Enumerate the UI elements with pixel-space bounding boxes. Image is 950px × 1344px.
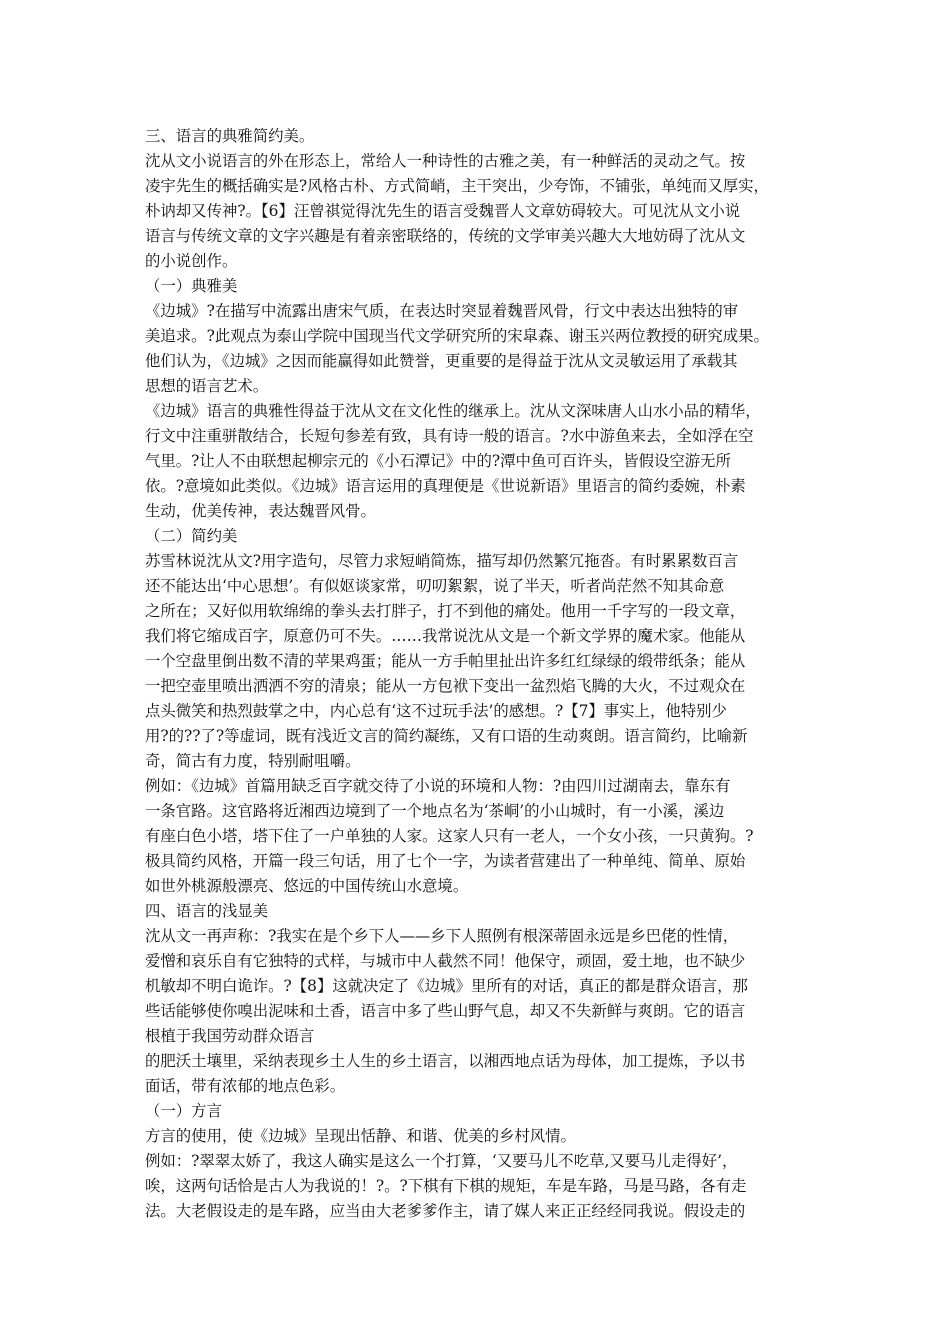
paragraph-line: 生动，优美传神，表达魏晋风骨。 — [145, 502, 376, 520]
paragraph-line: 朴讷却又传神?。【6】汪曾祺觉得沈先生的语言受魏晋人文章妨碍较大。可见沈从文小说 — [145, 202, 741, 220]
paragraph-line: 唉，这两句话恰是古人为我说的！?。?下棋有下棋的规矩，车是车路，马是马路，各有走 — [145, 1177, 747, 1195]
paragraph-line: 的小说创作。 — [145, 252, 238, 270]
paragraph-line: 沈从文小说语言的外在形态上，常给人一种诗性的古雅之美，有一种鲜活的灵动之气。按 — [145, 152, 746, 170]
paragraph-line: 苏雪林说沈从文?用字造句，尽管力求短峭简炼，描写却仍然繁冗拖沓。有时累累数百言 — [145, 552, 739, 570]
paragraph-line: 用?的??了?等虚词，既有浅近文言的简约凝练，又有口语的生动爽朗。语言简约，比喻新 — [145, 727, 748, 745]
paragraph-line: 些话能够使你嗅出泥味和土香，语言中多了些山野气息，却又不失新鲜与爽朗。它的语言 — [145, 1002, 746, 1020]
paragraph-line: 机敏却不明白诡诈。?【8】这就决定了《边城》里所有的对话，真正的都是群众语言，那 — [145, 977, 748, 995]
paragraph-line: 奇，简古有力度，特别耐咀嚼。 — [145, 752, 361, 770]
paragraph-line: 一个空盘里倒出数不清的苹果鸡蛋；能从一方手帕里扯出许多红红绿绿的缎带纸条；能从 — [145, 652, 746, 670]
paragraph-line: 有座白色小塔，塔下住了一户单独的人家。这家人只有一老人，一个女小孩，一只黄狗。? — [145, 827, 754, 845]
paragraph-line: 根植于我国劳动群众语言 — [145, 1027, 315, 1045]
subheading-elegance: （一）典雅美 — [145, 277, 238, 295]
paragraph-line: 例如：《边城》首篇用缺乏百字就交待了小说的环境和人物：?由四川过湖南去，靠东有 — [145, 777, 731, 795]
paragraph-line: 《边城》?在描写中流露出唐宋气质，在表达时突显着魏晋风骨，行文中表达出独特的审 — [145, 302, 739, 320]
paragraph-line: 依。?意境如此类似。《边城》语言运用的真理便是《世说新语》里语言的简约委婉，朴素 — [145, 477, 746, 495]
document-page — [145, 124, 811, 1224]
paragraph-line: 气里。?让人不由联想起柳宗元的《小石潭记》中的?潭中鱼可百许头，皆假设空游无所 — [145, 452, 731, 470]
paragraph-line: 行文中注重骈散结合，长短句参差有致，具有诗一般的语言。?水中游鱼来去，全如浮在空 — [145, 427, 754, 445]
paragraph-line: 我们将它缩成百字，原意仍可不失。……我常说沈从文是一个新文学界的魔术家。他能从 — [145, 627, 746, 645]
paragraph-line: 方言的使用，使《边城》呈现出恬静、和谐、优美的乡村风情。 — [145, 1127, 576, 1145]
paragraph-line: 他们认为，《边城》之因而能赢得如此赞誉，更重要的是得益于沈从文灵敏运用了承载其 — [145, 352, 738, 370]
paragraph-line: 语言与传统文章的文字兴趣是有着亲密联络的，传统的文学审美兴趣大大地妨碍了沈从文 — [145, 227, 746, 245]
paragraph-line: 思想的语言艺术。 — [145, 377, 269, 395]
paragraph-line: 的肥沃土壤里，采纳表现乡土人生的乡土语言，以湘西地点话为母体，加工提炼，予以书 — [145, 1052, 746, 1070]
paragraph-line: 还不能达出‘中心思想’。有似妪谈家常，叨叨絮絮，说了半天，听者尚茫然不知其命意 — [145, 577, 725, 595]
heading-section-4: 四、语言的浅显美 — [145, 902, 269, 920]
paragraph-line: 法。大老假设走的是车路，应当由大老爹爹作主，请了媒人来正正经经同我说。假设走的 — [145, 1202, 746, 1220]
paragraph-line: 一把空壶里喷出洒洒不穷的清泉；能从一方包袱下变出一盆烈焰飞腾的大火，不过观众在 — [145, 677, 746, 695]
paragraph-line: 一条官路。这官路将近湘西边境到了一个地点名为‘茶峒’的小山城时，有一小溪，溪边 — [145, 802, 725, 820]
paragraph-line: 美追求。?此观点为泰山学院中国现当代文学研究所的宋皐森、谢玉兴两位教授的研究成果。 — [145, 327, 769, 345]
paragraph-line: 凌宇先生的概括确实是?风格古朴、方式简峭，主干突出，少夸饰，不铺张，单纯而又厚实， — [145, 177, 769, 195]
paragraph-line: 爱憎和哀乐自有它独特的式样，与城市中人截然不同！他保守，顽固，爱土地，也不缺少 — [145, 952, 746, 970]
paragraph-line: 之所在；又好似用软绵绵的拳头去打胖子，打不到他的痛处。他用一千字写的一段文章， — [145, 602, 746, 620]
paragraph-line: 《边城》语言的典雅性得益于沈从文在文化性的继承上。沈从文深味唐人山水小品的精华， — [145, 402, 761, 420]
subheading-dialect: （一）方言 — [145, 1102, 222, 1120]
heading-section-3: 三、语言的典雅简约美。 — [145, 127, 315, 145]
paragraph-line: 如世外桃源般漂亮、悠远的中国传统山水意境。 — [145, 877, 469, 895]
paragraph-line: 极具简约风格，开篇一段三句话，用了七个一字，为读者营建出了一种单纯、简单、原始 — [145, 852, 746, 870]
paragraph-line: 例如：?翠翠太娇了，我这人确实是这么一个打算，‘又要马儿不吃草,又要马儿走得好’， — [145, 1152, 738, 1170]
subheading-concision: （二）简约美 — [145, 527, 238, 545]
paragraph-line: 点头微笑和热烈鼓掌之中，内心总有‘这不过玩手法’的感想。?【7】事实上，他特别少 — [145, 702, 727, 720]
paragraph-line: 沈从文一再声称：?我实在是个乡下人——乡下人照例有根深蒂固永远是乡巴佬的性情， — [145, 927, 739, 945]
paragraph-line: 面话，带有浓郁的地点色彩。 — [145, 1077, 346, 1095]
